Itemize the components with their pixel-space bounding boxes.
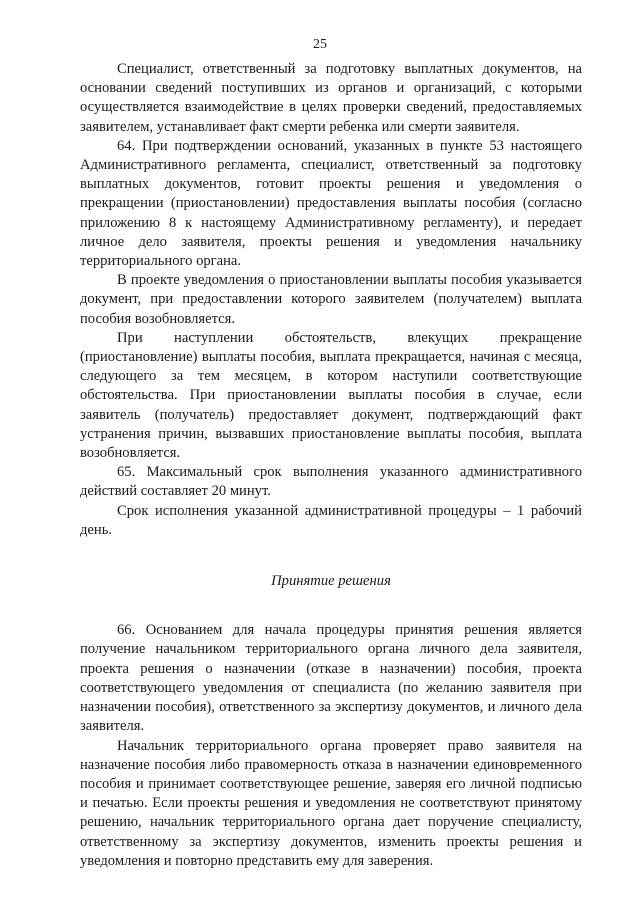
paragraph-suspension-notice: В проекте уведомления о приостановлении выплаты пособия указывается документ, при предоставлении которого заявителем (получателем) выплата пособия возобновляется. [80,272,582,327]
paragraph-65: 65. Максимальный срок выполнения указанного административного действий составляет 20 минут. [80,464,582,500]
paragraph-death-verification: Специалист, ответственный за подготовку выплатных документов, на основании сведений поступивших из органов и организаций, с которыми осуществляется взаимодействие в целях проверки сведений, предоставляемых заявителем, устанавливает факт смерти ребенка или смерти заявителя. [80,61,582,135]
document-body [80,60,582,871]
paragraph-head-decision: Начальник территориального органа проверяет право заявителя на назначение пособия либо правомерность отказа в назначении единовременного пособия и принимает соответствующее решение, заверяя его личной подписью и печатью. Если проекты решения и уведомления не соответствуют принятому решению, начальник территориального органа дает поручение специалисту, ответственному за экспертизу документов, изменить проекты решения и уведомления и повторно представить ему для заверения. [80,737,582,869]
paragraph-circumstances: При наступлении обстоятельств, влекущих прекращение (приостановление) выплаты пособия, выплата прекращается, начиная с месяца, следующего за тем месяцем, в котором наступили соответствующие обстоятельства. При приостановлении выплаты пособия в случае, если заявитель (получатель) предоставляет документ, подтверждающий факт устранения причин, вызвавших приостановление выплаты пособия, выплата возобновляется. [80,329,582,462]
paragraph-64: 64. При подтверждении оснований, указанных в пункте 53 настоящего Административного регламента, специалист, ответственный за подготовку выплатных документов, готовит проекты решения и уведомления о прекращении (приостановлении) предоставления выплаты пособия (согласно приложению 8 к настоящему Административному регламенту), и передает личное дело заявителя, проекты решения и уведомления начальнику территориального органа. [80,137,582,270]
paragraph-procedure-term: Срок исполнения указанной административной процедуры – 1 рабочий день. [80,502,582,538]
page-number: 25 [313,37,327,52]
paragraph-66: 66. Основанием для начала процедуры принятия решения является получение начальником территориального органа личного дела заявителя, проекта решения о назначении (отказе в назначении) пособия, проекта соответствующего уведомления от специалиста (по желанию заявителя при назначении пособия), ответственного за экспертизу документов, и личного дела заявителя. [80,622,582,735]
section-heading: Принятие решения [271,573,391,590]
